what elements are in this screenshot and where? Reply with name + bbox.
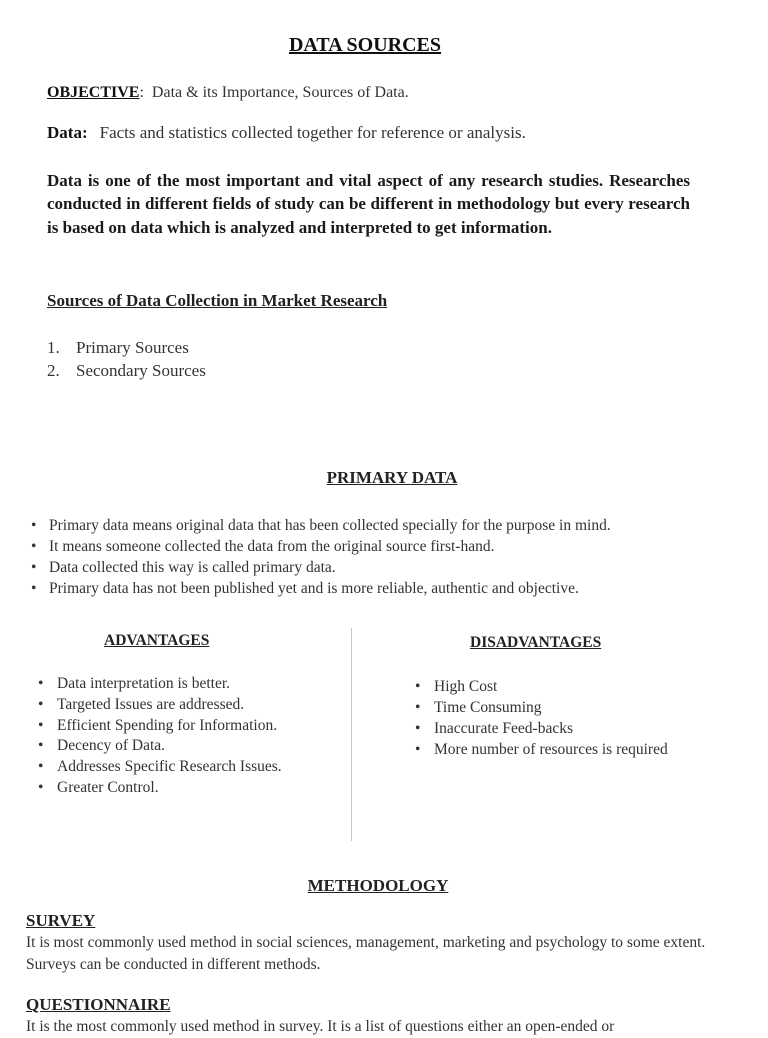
list-item: [47, 336, 206, 359]
bullet-icon: •: [31, 559, 37, 576]
column-divider: [351, 628, 352, 841]
list-item-text: Data interpretation is better.: [57, 675, 231, 692]
list-item-text: Decency of Data.: [57, 737, 166, 755]
bullet-icon: •: [31, 538, 37, 555]
list-item-text: Addresses Specific Research Issues.: [57, 758, 282, 776]
bullet-icon: •: [38, 778, 44, 796]
survey-heading: SURVEY: [26, 911, 96, 930]
bullet-icon: •: [38, 716, 44, 734]
sources-heading: Sources of Data Collection in Market Research: [47, 291, 388, 310]
bullet-icon: •: [38, 737, 44, 755]
list-item-text: Greater Control.: [57, 778, 159, 796]
list-item: [47, 359, 206, 382]
list-item-text: Efficient Spending for Information.: [57, 716, 278, 734]
survey-paragraph: It is most commonly used method in social sciences, management, marketing and psychology to some extent. Surveys can be conducted in different methods.: [26, 934, 706, 973]
objective-separator: :: [139, 84, 144, 101]
objective-line: [47, 84, 409, 102]
bullet-icon: •: [31, 580, 37, 597]
list-item: [38, 674, 328, 695]
list-item: [38, 778, 328, 799]
primary-data-list: [31, 515, 611, 599]
primary-data-heading: PRIMARY DATA: [326, 468, 458, 487]
list-item-text: More number of resources is required: [434, 741, 668, 758]
list-item: [31, 515, 611, 536]
bullet-icon: •: [415, 699, 421, 716]
bullet-icon: •: [38, 758, 44, 776]
list-item-text: Primary data means original data that has been collected specially for the purpose in mind.: [49, 517, 611, 534]
list-item-text: Data collected this way is called primary data.: [49, 559, 336, 576]
list-item: [31, 536, 611, 557]
objective-text: Data & its Importance, Sources of Data.: [151, 84, 409, 101]
bullet-icon: •: [31, 517, 37, 534]
list-item: [415, 739, 735, 760]
page-title: DATA SOURCES: [288, 34, 442, 56]
advantages-heading: ADVANTAGES: [104, 632, 210, 649]
list-item: [38, 695, 328, 716]
list-number: 2.: [47, 361, 60, 380]
bullet-icon: •: [38, 675, 44, 692]
bullet-icon: •: [415, 678, 421, 695]
bullet-icon: •: [415, 720, 421, 737]
list-item: [38, 757, 328, 778]
list-item-text: Time Consuming: [434, 699, 542, 716]
list-item-text: It means someone collected the data from the original source first-hand.: [49, 538, 495, 555]
definition-text: Facts and statistics collected together for reference or analysis.: [99, 123, 526, 142]
list-item-text: Targeted Issues are addressed.: [57, 695, 245, 713]
intro-paragraph: Data is one of the most important and vital aspect of any research studies. Researches conducted in different fields of study can be different in methodology but every research is based on data which is analyzed and interpreted to get information.: [47, 171, 690, 237]
questionnaire-heading: QUESTIONNAIRE: [26, 995, 171, 1014]
list-item: [415, 697, 735, 718]
list-item-text: Secondary Sources: [76, 361, 206, 380]
definition-label: Data:: [47, 123, 88, 142]
list-item-text: Primary data has not been published yet and is more reliable, authentic and objective.: [49, 580, 579, 597]
list-number: 1.: [47, 338, 60, 357]
list-item: [38, 716, 328, 737]
list-item-text: Primary Sources: [76, 338, 189, 357]
list-item-text: Inaccurate Feed-backs: [434, 720, 573, 737]
list-item-text: High Cost: [434, 678, 498, 695]
sources-list: [47, 336, 206, 382]
advantages-list: [38, 674, 328, 799]
data-definition: [47, 123, 526, 143]
list-item: [31, 557, 611, 578]
list-item: [38, 736, 328, 757]
list-item: [31, 578, 611, 599]
bullet-icon: •: [38, 695, 44, 713]
bullet-icon: •: [415, 741, 421, 758]
disadvantages-list: [415, 676, 735, 760]
methodology-heading: METHODOLOGY: [307, 876, 449, 895]
list-item: [415, 718, 735, 739]
questionnaire-paragraph: It is the most commonly used method in survey. It is a list of questions either an open-ended or: [26, 1018, 615, 1035]
objective-label: OBJECTIVE: [47, 84, 140, 101]
disadvantages-heading: DISADVANTAGES: [470, 634, 602, 651]
list-item: [415, 676, 735, 697]
